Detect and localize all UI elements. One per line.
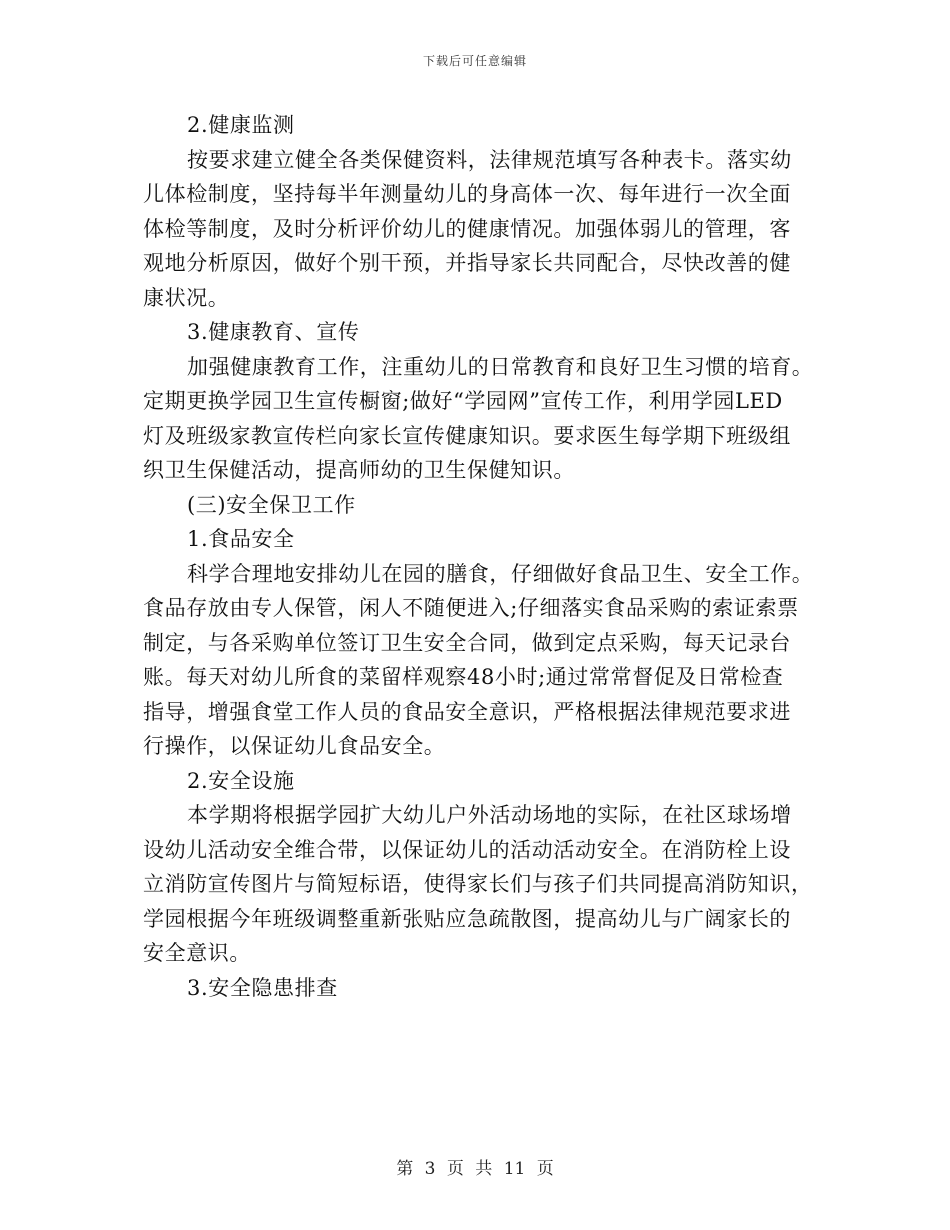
page-number-footer: 第 3 页 共 11 页 xyxy=(396,1159,554,1179)
paragraph-line: 学园根据今年班级调整重新张贴应急疏散图，提高幼儿与广阔家长的 xyxy=(143,906,791,931)
paragraph-line: 按要求建立健全各类保健资料，法律规范填写各种表卡。落实幼 xyxy=(187,147,792,172)
heading-food-safety: 1.食品安全 xyxy=(187,527,295,551)
paragraph-line: 科学合理地安排幼儿在园的膳食，仔细做好食品卫生、安全工作。 xyxy=(187,561,814,586)
paragraph-line: 灯及班级家教宣传栏向家长宣传健康知识。要求医生每学期下班级组 xyxy=(143,423,791,448)
paragraph-line: 体检等制度，及时分析评价幼儿的健康情况。加强体弱儿的管理，客 xyxy=(143,216,791,241)
paragraph-line: 织卫生保健活动，提高师幼的卫生保健知识。 xyxy=(143,458,575,482)
paragraph-line: 账。每天对幼儿所食的菜留样观察48小时;通过常常督促及日常检查 xyxy=(143,665,784,689)
page-header: 下载后可任意编辑 xyxy=(422,54,527,68)
paragraph-line: 安全意识。 xyxy=(143,941,251,965)
paragraph-line: 观地分析原因，做好个别干预，并指导家长共同配合，尽快改善的健 xyxy=(143,251,791,275)
paragraph-line: 儿体检制度，坚持每半年测量幼儿的身高体一次、每年进行一次全面 xyxy=(143,182,791,206)
heading-hazard-inspection: 3.安全隐患排查 xyxy=(187,975,338,1000)
paragraph-line: 立消防宣传图片与简短标语，使得家长们与孩子们共同提高消防知识， xyxy=(143,872,813,896)
paragraph-line: 指导，增强食堂工作人员的食品安全意识，严格根据法律规范要求进 xyxy=(143,699,791,724)
paragraph-line: 本学期将根据学园扩大幼儿户外活动场地的实际，在社区球场增 xyxy=(187,803,792,827)
paragraph-line: 定期更换学园卫生宣传橱窗;做好“学园网”宣传工作，利用学园LED xyxy=(143,389,783,413)
paragraph-line: 行操作，以保证幼儿食品安全。 xyxy=(143,734,446,758)
heading-safety-facilities: 2.安全设施 xyxy=(187,768,295,793)
paragraph-line: 康状况。 xyxy=(143,285,230,310)
paragraph-line: 食品存放由专人保管，闲人不随便进入;仔细落实食品采购的索证索票 xyxy=(143,596,799,620)
paragraph-line: 设幼儿活动安全维合带，以保证幼儿的活动活动安全。在消防栓上设 xyxy=(143,837,791,862)
heading-health-education: 3.健康教育、宣传 xyxy=(187,320,360,344)
paragraph-line: 加强健康教育工作，注重幼儿的日常教育和良好卫生习惯的培育。 xyxy=(187,354,814,379)
heading-security-work: (三)安全保卫工作 xyxy=(187,492,356,517)
heading-health-monitoring: 2.健康监测 xyxy=(187,113,295,137)
document-body xyxy=(143,108,814,1005)
paragraph-line: 制定，与各采购单位签订卫生安全合同，做到定点采购，每天记录台 xyxy=(143,630,791,655)
